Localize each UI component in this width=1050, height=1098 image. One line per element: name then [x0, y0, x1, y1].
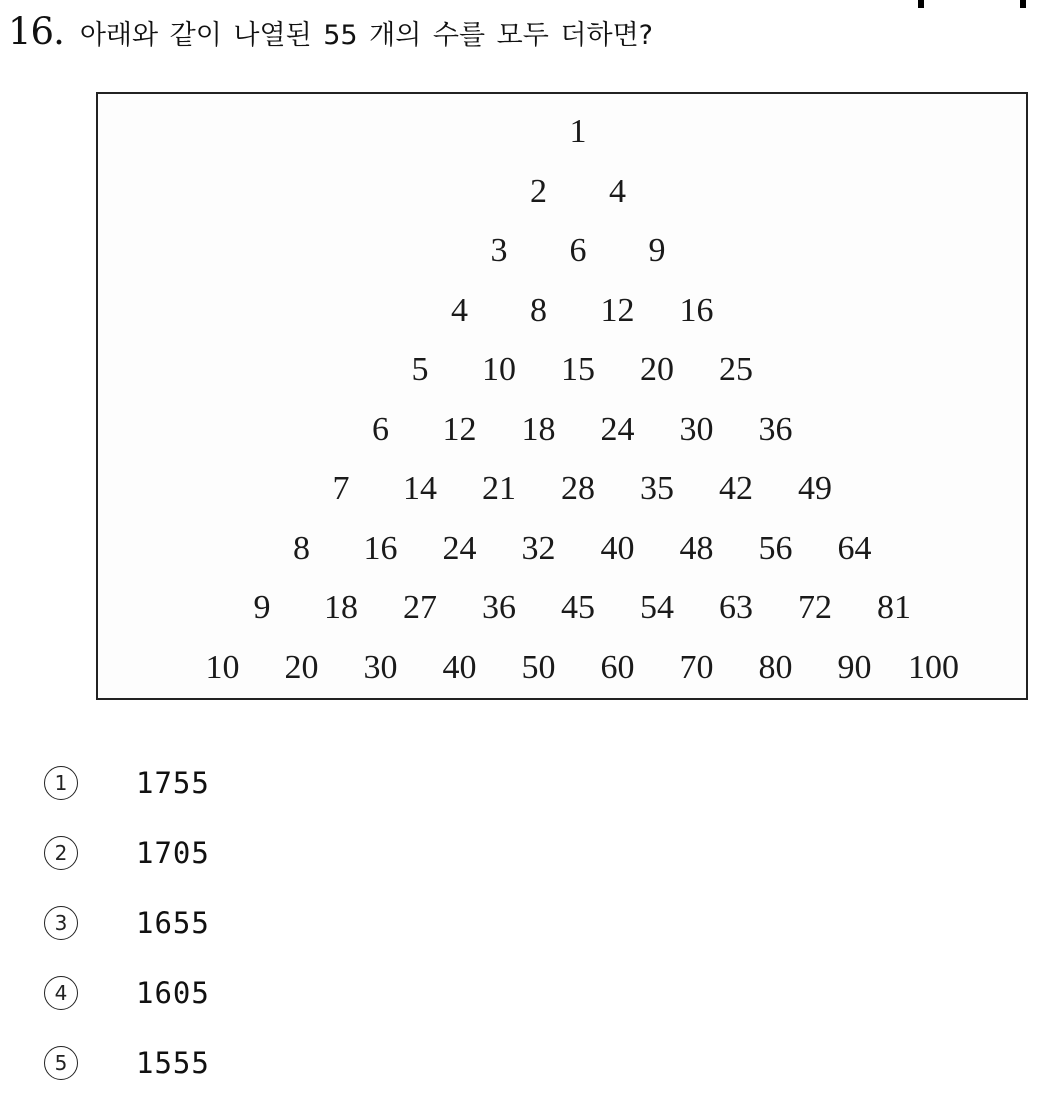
page-edge-mark-left	[918, 0, 924, 8]
triangle-number: 12	[600, 291, 635, 329]
triangle-number: 15	[561, 351, 595, 388]
option-number-circle: 5	[44, 1046, 78, 1080]
triangle-number: 8	[293, 529, 310, 567]
triangle-number: 18	[521, 410, 556, 448]
triangle-number: 16	[679, 291, 714, 329]
triangle-number: 72	[798, 589, 832, 626]
triangle-number: 36	[758, 410, 793, 448]
triangle-number: 25	[719, 351, 753, 388]
option-value: 1655	[136, 906, 210, 940]
triangle-number: 63	[719, 589, 753, 626]
option-value: 1755	[136, 766, 210, 800]
triangle-number: 20	[284, 648, 319, 686]
answer-option-5[interactable]	[44, 1028, 210, 1098]
option-value: 1705	[136, 836, 210, 870]
triangle-number: 12	[442, 410, 477, 448]
triangle-number: 42	[719, 470, 753, 507]
triangle-number: 28	[561, 470, 595, 507]
answer-option-2[interactable]	[44, 818, 210, 888]
option-number-circle: 3	[44, 906, 78, 940]
triangle-number: 16	[363, 529, 398, 567]
triangle-number: 10	[482, 351, 516, 388]
triangle-number: 70	[679, 648, 714, 686]
triangle-number: 14	[403, 470, 437, 507]
page-edge-mark-right	[1020, 0, 1026, 8]
triangle-number: 4	[451, 291, 468, 329]
triangle-number: 27	[403, 589, 437, 626]
triangle-number: 6	[372, 410, 389, 448]
option-number-circle: 2	[44, 836, 78, 870]
triangle-number: 40	[442, 648, 477, 686]
triangle-number: 30	[679, 410, 714, 448]
triangle-number: 45	[561, 589, 595, 626]
triangle-row	[98, 529, 1026, 589]
triangle-number: 64	[837, 529, 872, 567]
triangle-number: 36	[482, 589, 516, 626]
question-number: 16.	[8, 10, 64, 53]
triangle-number: 50	[521, 648, 556, 686]
triangle-number: 3	[490, 232, 508, 269]
triangle-row	[98, 231, 1026, 291]
option-value: 1605	[136, 976, 210, 1010]
option-value: 1555	[136, 1046, 210, 1080]
triangle-row	[98, 410, 1026, 470]
triangle-number: 9	[253, 589, 271, 626]
triangle-number: 8	[530, 291, 547, 329]
triangle-row	[98, 588, 1026, 648]
triangle-number: 49	[798, 470, 832, 507]
triangle-row	[98, 291, 1026, 351]
triangle-number: 90	[837, 648, 872, 686]
triangle-number: 60	[600, 648, 635, 686]
triangle-number: 10	[205, 648, 240, 686]
triangle-number: 81	[877, 589, 911, 626]
triangle-number: 54	[640, 589, 674, 626]
answer-options	[44, 748, 210, 1098]
triangle-row	[98, 172, 1026, 232]
triangle-number: 4	[609, 172, 626, 210]
triangle-number: 20	[640, 351, 674, 388]
triangle-number: 5	[411, 351, 429, 388]
triangle-number: 18	[324, 589, 358, 626]
question-header	[8, 10, 653, 53]
triangle-row	[98, 469, 1026, 529]
question-text: 아래와 같이 나열된 55 개의 수를 모두 더하면?	[79, 20, 654, 51]
triangle-number: 24	[442, 529, 477, 567]
triangle-number: 2	[530, 172, 547, 210]
triangle-row	[98, 112, 1026, 172]
triangle-number: 56	[758, 529, 793, 567]
triangle-number: 7	[332, 470, 350, 507]
option-number-circle: 1	[44, 766, 78, 800]
triangle-number: 48	[679, 529, 714, 567]
answer-option-3[interactable]	[44, 888, 210, 958]
answer-option-4[interactable]	[44, 958, 210, 1028]
triangle-row	[98, 648, 1026, 708]
triangle-number: 9	[648, 232, 666, 269]
number-triangle-figure	[96, 92, 1028, 700]
triangle-number: 1	[569, 113, 587, 150]
triangle-number: 21	[482, 470, 516, 507]
option-number-circle: 4	[44, 976, 78, 1010]
triangle-number: 32	[521, 529, 556, 567]
triangle-number: 40	[600, 529, 635, 567]
answer-option-1[interactable]	[44, 748, 210, 818]
triangle-number: 30	[363, 648, 398, 686]
triangle-number: 6	[569, 232, 587, 269]
triangle-number: 35	[640, 470, 674, 507]
triangle-row	[98, 350, 1026, 410]
triangle-number: 100	[908, 648, 959, 686]
triangle-number: 80	[758, 648, 793, 686]
triangle-number: 24	[600, 410, 635, 448]
